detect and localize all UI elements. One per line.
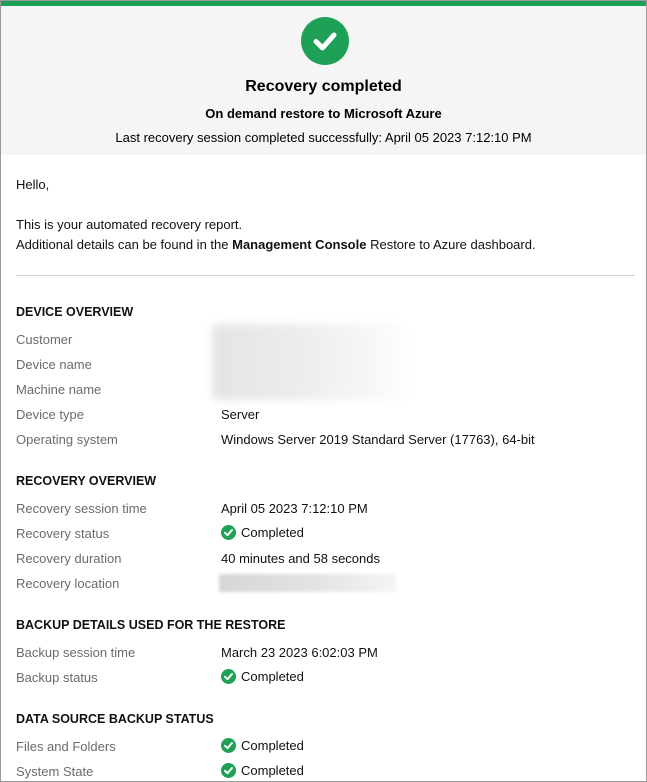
machine-name-label: Machine name [16,382,102,397]
operating-system-value: Windows Server 2019 Standard Server (17763), 64-bit [221,432,535,447]
backup-status-label: Backup status [16,670,98,685]
files-and-folders-value [221,738,304,753]
device-name-label: Device name [16,357,92,372]
report-header [1,6,646,155]
intro-line-2-prefix: Additional details can be found in the [16,237,233,252]
recovery-overview-title: RECOVERY OVERVIEW [16,474,157,488]
report-title: Recovery completed [245,78,402,95]
system-state-status: Completed [241,763,304,778]
customer-label: Customer [16,332,73,347]
device-type-label: Device type [16,407,84,422]
greeting-text: Hello, [16,177,50,192]
status-check-icon [221,738,236,753]
files-and-folders-status: Completed [241,738,304,753]
device-type-value: Server [221,407,260,422]
report-subtitle: On demand restore to Microsoft Azure [205,106,442,121]
backup-details-title: BACKUP DETAILS USED FOR THE RESTORE [16,618,286,632]
device-overview-title: DEVICE OVERVIEW [16,305,134,319]
recovery-session-time-value: April 05 2023 7:12:10 PM [221,501,368,516]
management-console-link[interactable]: Management Console [232,237,367,252]
status-check-icon [221,525,236,540]
status-check-icon [221,763,236,778]
redacted-recovery-location [219,574,397,592]
status-check-icon [221,669,236,684]
last-session-text: Last recovery session completed successfully: April 05 2023 7:12:10 PM [115,130,532,145]
recovery-status-value [221,525,304,540]
backup-status-text: Completed [241,669,304,684]
redacted-device-values [212,324,412,400]
recovery-session-time-label: Recovery session time [16,501,147,516]
system-state-value [221,763,304,778]
recovery-location-label: Recovery location [16,576,120,591]
backup-session-time-value: March 23 2023 6:02:03 PM [221,645,378,660]
intro-line-1: This is your automated recovery report. [16,217,243,232]
intro-line-2 [16,237,536,252]
backup-status-value [221,669,304,684]
recovery-duration-label: Recovery duration [16,551,122,566]
recovery-duration-value: 40 minutes and 58 seconds [221,551,380,566]
backup-session-time-label: Backup session time [16,645,136,660]
system-state-label: System State [16,764,94,779]
check-circle-icon [301,17,349,65]
intro-line-2-suffix: Restore to Azure dashboard. [366,237,536,252]
recovery-status-text: Completed [241,525,304,540]
operating-system-label: Operating system [16,432,118,447]
data-source-title: DATA SOURCE BACKUP STATUS [16,712,214,726]
section-divider [16,275,635,276]
recovery-status-label: Recovery status [16,526,110,541]
files-and-folders-label: Files and Folders [16,739,116,754]
